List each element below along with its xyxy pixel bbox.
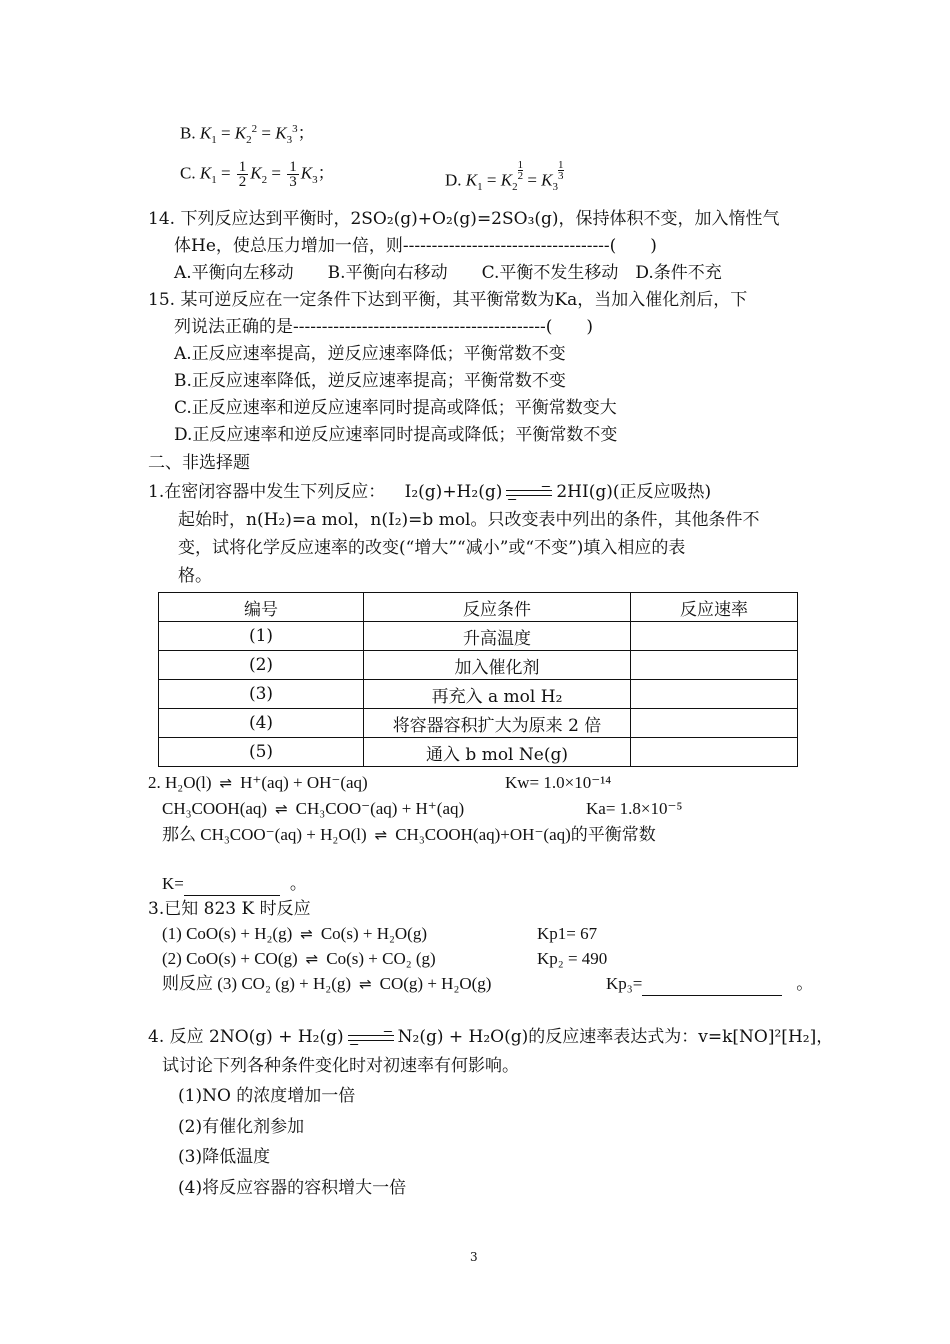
table-cell: (2) — [159, 651, 364, 680]
table-header: 编号 — [159, 593, 364, 622]
kp3-answer-blank[interactable] — [642, 973, 782, 996]
reversible-arrow-icon — [506, 487, 552, 499]
equilibrium-arrow-icon: ⇌ — [305, 950, 319, 968]
table-cell: (4) — [159, 709, 364, 738]
table-cell: 将容器容积扩大为原来 2 倍 — [364, 709, 631, 738]
table-cell: (5) — [159, 738, 364, 767]
table-header: 反应条件 — [364, 593, 631, 622]
p3-r1 — [162, 923, 427, 945]
table-row — [159, 738, 798, 767]
p3-r3-end: 。 — [796, 974, 814, 993]
p4-line2: 试讨论下列各种条件变化时对初速率有何影响。 — [162, 1056, 519, 1076]
p2-eq2-left: CH₃COOH(aq) — [162, 799, 268, 818]
equilibrium-arrow-icon: ⇌ — [359, 975, 372, 993]
reversible-arrow-icon — [348, 1032, 394, 1044]
p2-k-answer — [162, 873, 307, 896]
answer-cell[interactable] — [631, 738, 798, 767]
p2-eq2 — [162, 798, 464, 820]
p2-ka: Ka= 1.8×10⁻⁵ — [586, 799, 683, 818]
table-row — [159, 651, 798, 680]
p1-intro-text: 1.在密闭容器中发生下列反应： — [148, 482, 386, 502]
p1-intro — [148, 481, 711, 503]
p3-r3-k-label: Kp₃= — [606, 974, 643, 993]
p3-r3-right: CO(g) + H₂O(g) — [379, 974, 492, 993]
q14-stem-line2: 体He，使总压力增加一倍，则------------------------------------( ) — [174, 236, 657, 256]
table-row — [159, 680, 798, 709]
equilibrium-arrow-icon: ⇌ — [300, 925, 313, 943]
q14-options: A.平衡向左移动 B.平衡向右移动 C.平衡不发生移动 D.条件不充 — [174, 263, 722, 283]
q15-option-a: A.正反应速率提高，逆反应速率降低；平衡常数不变 — [174, 344, 566, 364]
table-cell: 升高温度 — [364, 622, 631, 651]
p3-r2 — [162, 948, 436, 970]
answer-cell[interactable] — [631, 680, 798, 709]
q15-option-c: C.正反应速率和逆反应速率同时提高或降低；平衡常数变大 — [174, 398, 617, 418]
table-cell: (1) — [159, 622, 364, 651]
equilibrium-arrow-icon: ⇌ — [374, 826, 388, 844]
p4-item: (2)有催化剂参加 — [178, 1117, 305, 1137]
p1-products: 2HI(g)(正反应吸热) — [556, 482, 712, 502]
answer-cell[interactable] — [631, 651, 798, 680]
p1-reactants: I₂(g)+H₂(g) — [404, 482, 503, 502]
p4-item: (4)将反应容器的容积增大一倍 — [178, 1178, 407, 1198]
p4-item: (1)NO 的浓度增加一倍 — [178, 1086, 356, 1106]
p3-title: 3.已知 823 K 时反应 — [148, 899, 311, 919]
p1-line2: 起始时，n(H₂)=a mol，n(I₂)=b mol。只改变表中列出的条件，其他条件不 — [178, 510, 760, 530]
p4-item: (3)降低温度 — [178, 1147, 271, 1167]
p2-eq3 — [162, 824, 656, 846]
p3-r3-left: 则反应 (3) CO₂ (g) + H₂(g) — [162, 974, 352, 993]
table-cell: 加入催化剂 — [364, 651, 631, 680]
p3-r1-k: Kp1= 67 — [537, 924, 598, 943]
table-cell: (3) — [159, 680, 364, 709]
p3-r2-k: Kp₂ = 490 — [537, 949, 608, 968]
table-cell: 再充入 a mol H₂ — [364, 680, 631, 709]
p2-eq3-left: 那么 CH₃COO⁻(aq) + H₂O(l) — [162, 825, 367, 844]
table-header-row — [159, 593, 798, 622]
p1-line3: 变，试将化学反应速率的改变(“增大”“减小”或“不变”)填入相应的表 — [178, 538, 686, 558]
page-number: 3 — [470, 1250, 478, 1264]
p4-line1-left: 4. 反应 2NO(g) + H₂(g) — [148, 1027, 344, 1047]
p2-eq3-right: CH₃COOH(aq)+OH⁻(aq)的平衡常数 — [395, 825, 656, 844]
answer-cell[interactable] — [631, 622, 798, 651]
p2-eq2-right: CH₃COO⁻(aq) + H⁺(aq) — [295, 799, 465, 818]
q15-stem-line1: 15. 某可逆反应在一定条件下达到平衡，其平衡常数为Ka，当加入催化剂后，下 — [148, 290, 748, 310]
rate-table — [158, 592, 798, 767]
q15-stem-line2: 列说法正确的是--------------------------------------------( ) — [174, 317, 594, 337]
p1-line4: 格。 — [178, 566, 212, 586]
p2-eq1-right: H⁺(aq) + OH⁻(aq) — [240, 773, 368, 792]
table-row — [159, 622, 798, 651]
p2-k-label: K= — [162, 874, 184, 893]
p2-kw: Kw= 1.0×10⁻¹⁴ — [505, 773, 612, 792]
k-answer-blank[interactable] — [184, 873, 280, 896]
q15-option-b: B.正反应速率降低，逆反应速率提高；平衡常数不变 — [174, 371, 566, 391]
p4-line1 — [148, 1026, 833, 1048]
q15-option-d: D.正反应速率和逆反应速率同时提高或降低；平衡常数不变 — [174, 425, 618, 445]
answer-cell[interactable] — [631, 709, 798, 738]
table-header: 反应速率 — [631, 593, 798, 622]
p2-eq1 — [148, 772, 368, 794]
q13-option-b: B. $K_1 = K_2^2 = K_3^3$； — [180, 123, 315, 147]
equilibrium-arrow-icon: ⇌ — [275, 800, 288, 818]
equilibrium-arrow-icon: ⇌ — [219, 774, 233, 792]
p3-r2-right: Co(s) + CO₂ (g) — [326, 949, 436, 968]
p3-r2-left: (2) CoO(s) + CO(g) — [162, 949, 298, 968]
p2-eq1-left: 2. H₂O(l) — [148, 773, 212, 792]
q13-option-d: D. $K_1 = K_2$ $\frac{1}{2}$ = $K_3$ $\frac{1}{3}$ — [445, 159, 564, 194]
q14-stem-line1: 14. 下列反应达到平衡时，2SO₂(g)+O₂(g)=2SO₃(g)，保持体积不变，加入惰性气 — [148, 209, 780, 229]
p3-r3 — [162, 973, 491, 995]
section-heading: 二、非选择题 — [148, 453, 250, 473]
table-cell: 通入 b mol Ne(g) — [364, 738, 631, 767]
p4-line1-right: N₂(g) + H₂O(g)的反应速率表达式为：v=k[NO]²[H₂]， — [397, 1027, 834, 1047]
q13-option-c: C. $K_1$ = $\frac{1}{2}$ $K_2$ = $\frac{1}{3}$ $K_3$； — [180, 159, 335, 190]
p3-r1-left: (1) CoO(s) + H₂(g) — [162, 924, 293, 943]
p3-r1-right: Co(s) + H₂O(g) — [320, 924, 427, 943]
p3-r3-k — [606, 973, 813, 996]
table-row — [159, 709, 798, 738]
p2-k-end: 。 — [289, 874, 307, 893]
